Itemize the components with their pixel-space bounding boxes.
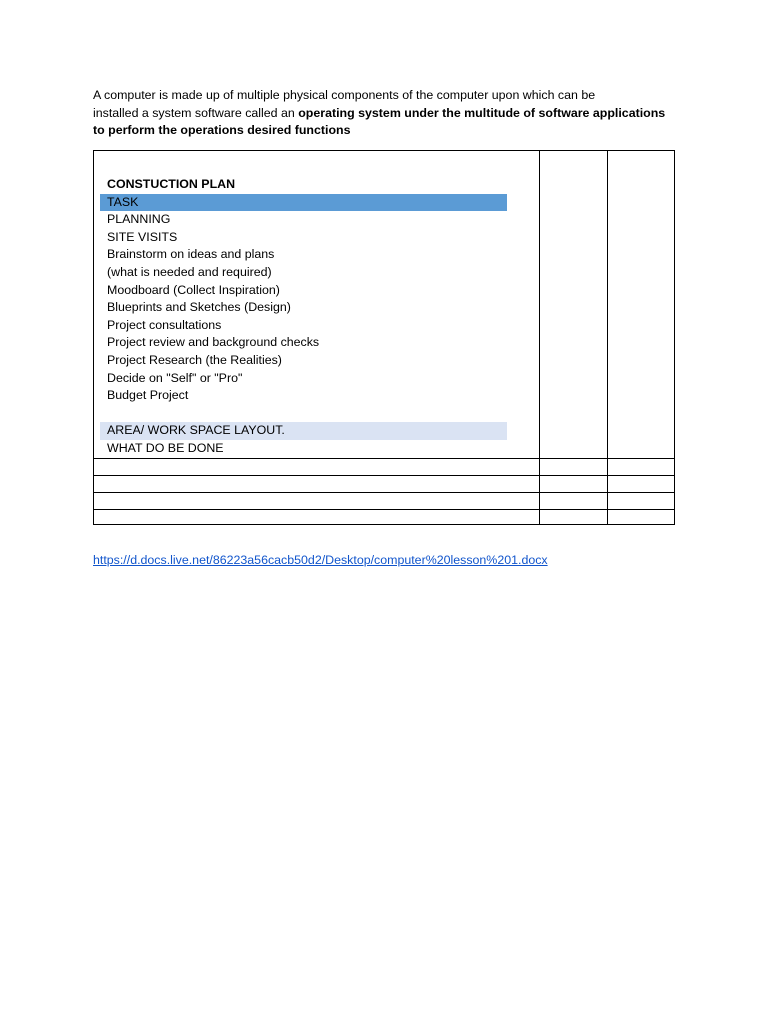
task-header: TASK — [100, 194, 507, 212]
task-list — [100, 176, 507, 458]
intro-line-2-plain: installed a system software called an — [93, 105, 299, 120]
intro-line-3 — [93, 122, 683, 140]
list-item: (what is needed and required) — [107, 264, 272, 279]
intro-line-2-bold: operating system under the multitude of software applications — [298, 105, 666, 120]
list-item: Brainstorm on ideas and plans — [107, 247, 275, 262]
what-to-do-label: WHAT DO BE DONE — [107, 440, 224, 455]
intro-line-3-bold: to perform the operations desired functions — [93, 123, 351, 137]
list-item: PLANNING — [107, 212, 171, 227]
intro-line-1: A computer is made up of multiple physical components of the computer upon which can be — [93, 88, 596, 102]
list-item: Project consultations — [107, 317, 222, 332]
list-item: Blueprints and Sketches (Design) — [107, 300, 291, 315]
list-item: Project Research (the Realities) — [107, 352, 282, 367]
intro-paragraph — [93, 87, 683, 140]
table-row-cell[interactable] — [94, 459, 539, 475]
table-row-cell[interactable] — [94, 476, 539, 492]
table-column-divider-1 — [539, 150, 540, 525]
table-column-divider-2 — [607, 150, 608, 525]
intro-line-2 — [93, 105, 683, 123]
list-spacer — [100, 405, 507, 423]
list-item: Moodboard (Collect Inspiration) — [107, 282, 280, 297]
list-item: Decide on "Self" or "Pro" — [107, 370, 243, 385]
list-item: Project review and background checks — [107, 335, 320, 350]
area-layout-label: AREA/ WORK SPACE LAYOUT. — [100, 422, 507, 440]
table-row-cell[interactable] — [94, 510, 539, 524]
document-link[interactable]: https://d.docs.live.net/86223a56cacb50d2/Desktop/computer%20lesson%201.docx — [93, 553, 548, 567]
table-row-cell[interactable] — [94, 493, 539, 509]
plan-heading: CONSTUCTION PLAN — [107, 177, 236, 191]
list-item: Budget Project — [107, 388, 189, 403]
list-item: SITE VISITS — [107, 229, 178, 244]
